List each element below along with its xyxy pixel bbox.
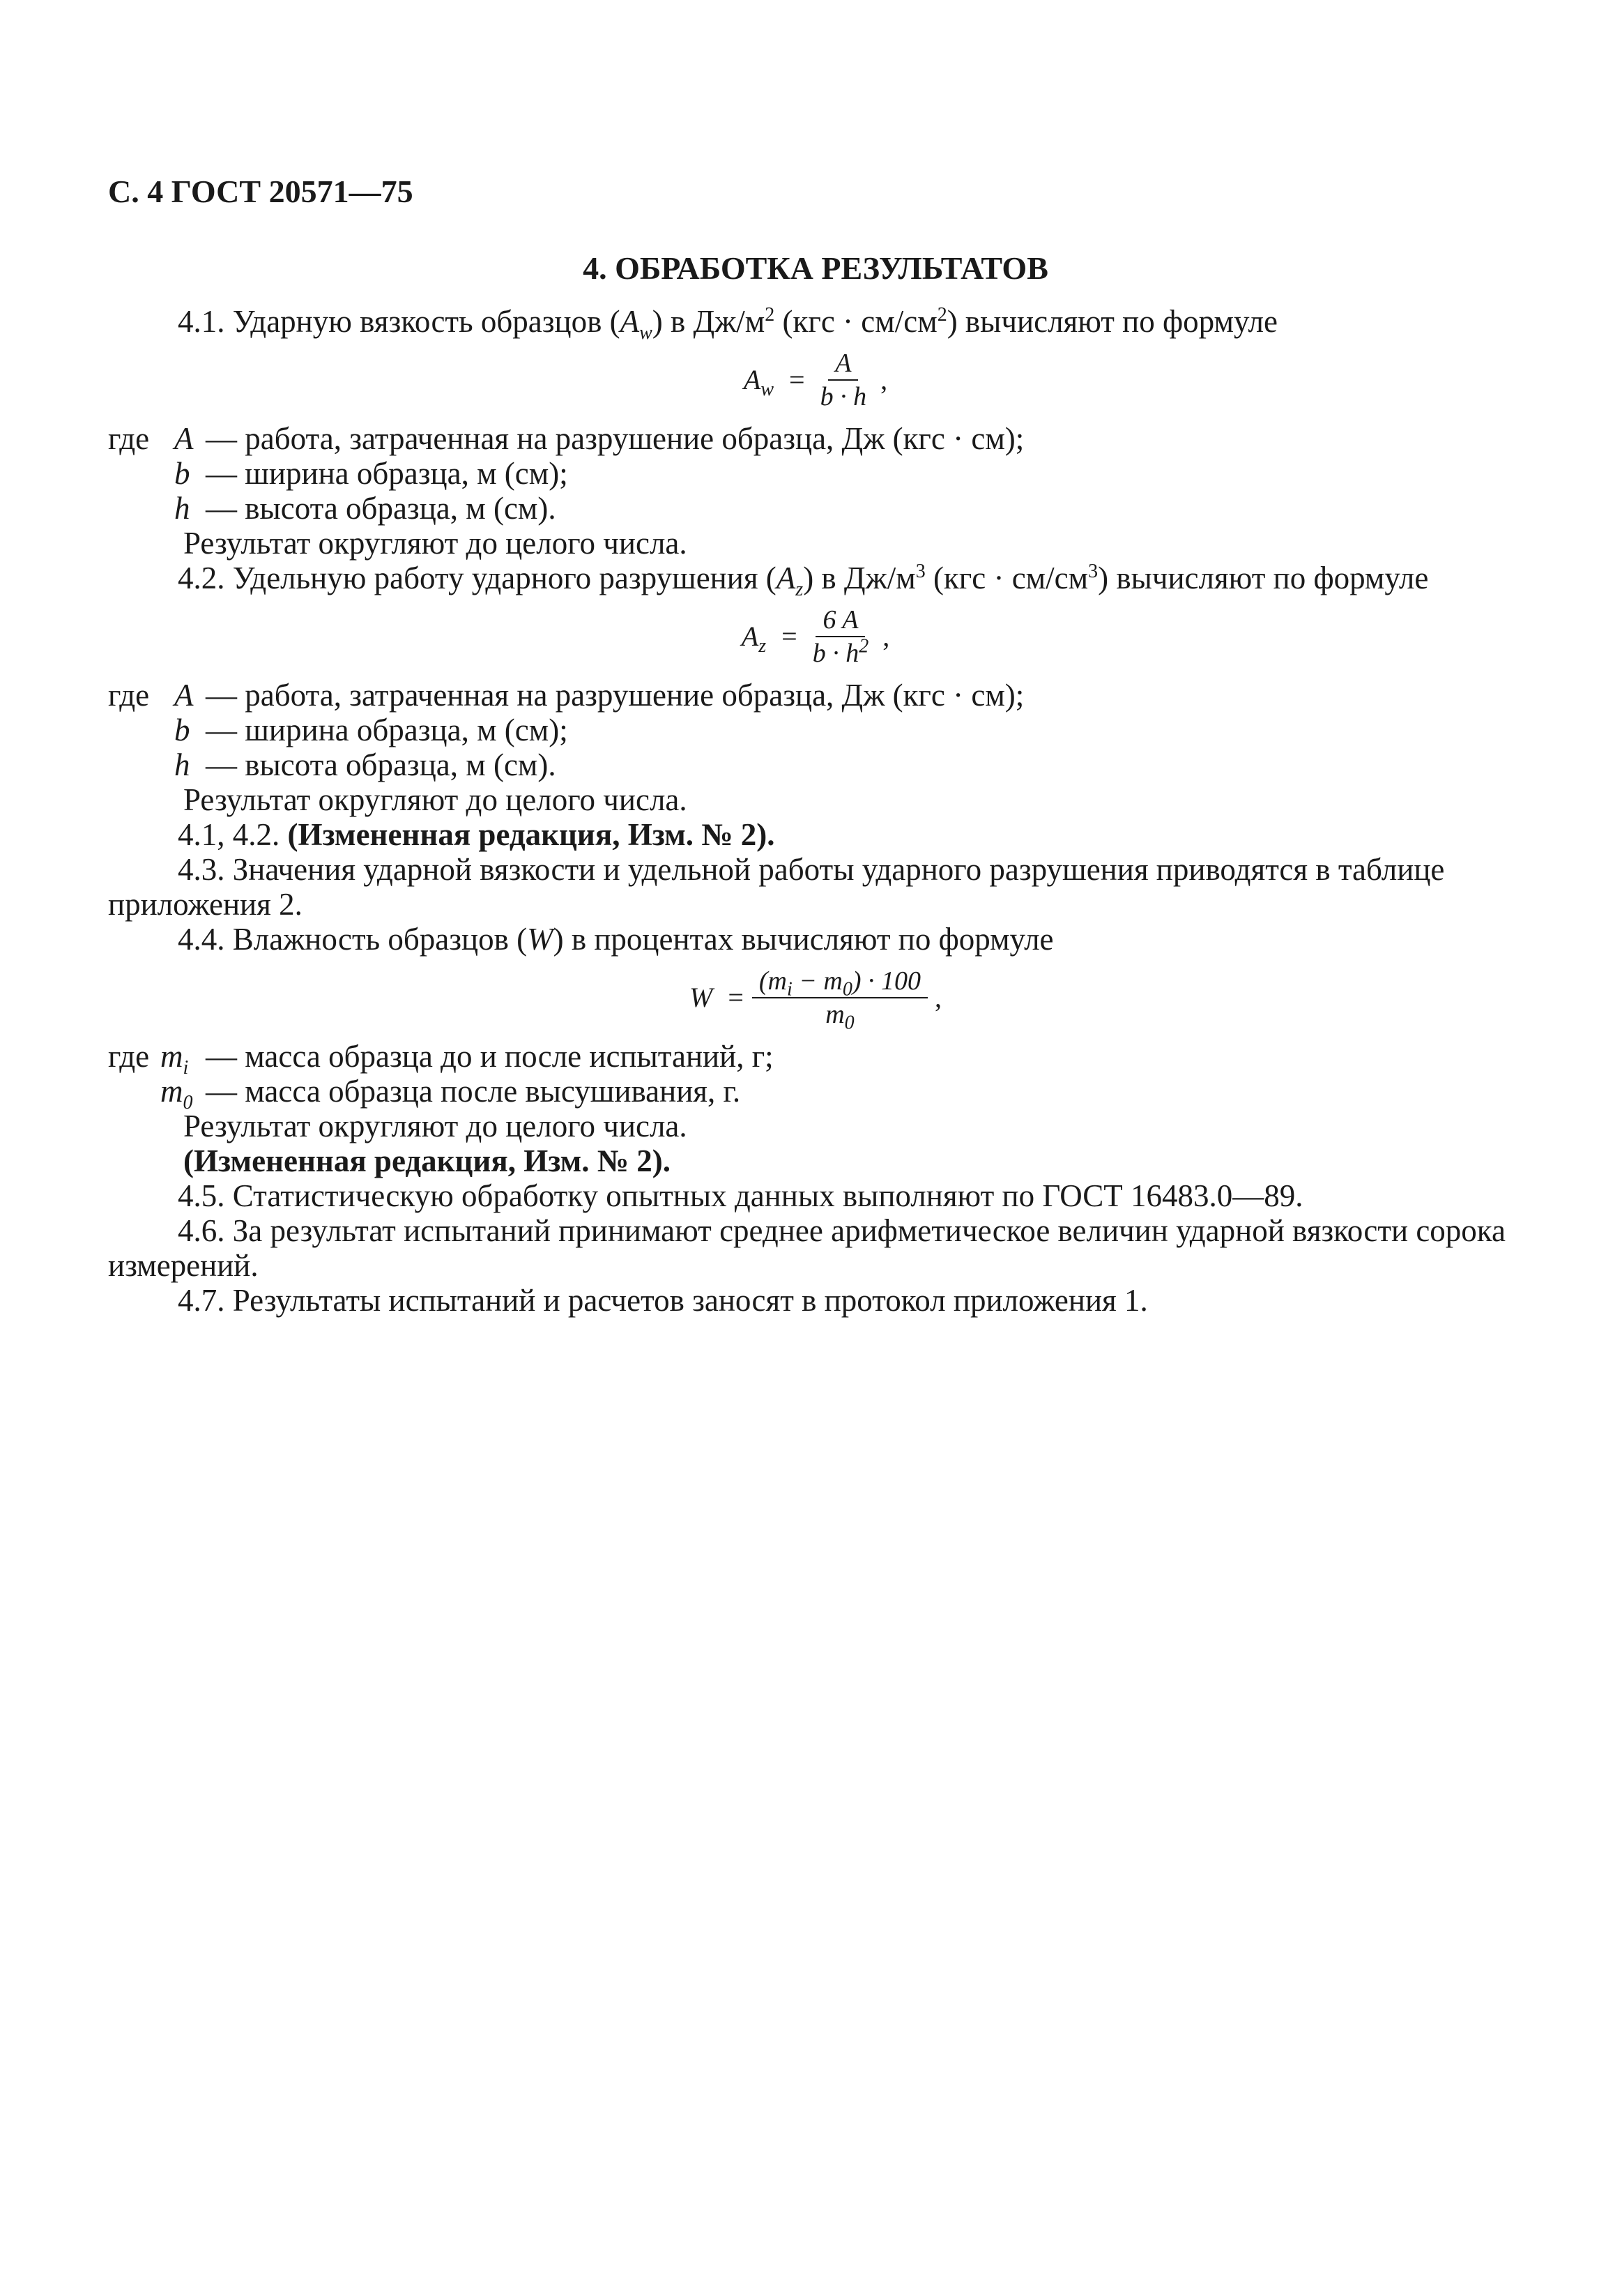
formula-moisture: W = $\frac{(m_i - m_0) \cdot 100}{m_0}$ , (689, 966, 942, 1034)
fraction: $\frac{A}{b \cdot h}$ (820, 349, 867, 411)
amendment-note: 4.1, 4.2. (Измененная редакция, Изм. № 2). (178, 817, 775, 852)
fraction: $\frac{6 A}{b \cdot h^2}$ (812, 605, 869, 668)
definition-row: где A — работа, затраченная на разрушение образца, Дж (кгс · см); (108, 678, 1025, 713)
document-page (108, 174, 1523, 1318)
definition-row: где $m_i$ — масса образца до и после испытаний, г; (108, 1039, 774, 1079)
paragraph-4-4: 4.4. Влажность образцов (W) в процентах вычисляют по формуле (178, 922, 1054, 957)
paragraph-4-3: 4.3. Значения ударной вязкости и удельной работы ударного разрушения приводятся в таблице приложения 2. (108, 852, 1445, 922)
definition-row: b — ширина образца, м (см); (174, 456, 568, 491)
rounding-note: Результат округляют до целого числа. (183, 526, 687, 561)
definition-row: где A — работа, затраченная на разрушение образца, Дж (кгс · см); (108, 421, 1025, 456)
paragraph-4-6: 4.6. За результат испытаний принимают среднее арифметическое величин ударной вязкости сорока измерений. (108, 1213, 1506, 1283)
formula-specific-work: $A_z$ = $\frac{6 A}{b \cdot h^2}$ , (741, 605, 890, 668)
rounding-note: Результат округляют до целого числа. (183, 782, 687, 817)
rounding-note: Результат округляют до целого числа. (183, 1109, 687, 1143)
formula-impact-strength: $A_w$ = $\frac{A}{b \cdot h}$ , (743, 349, 888, 411)
definition-row: $m_0$ — масса образца после высушивания, г. (160, 1074, 741, 1113)
paragraph-4-1: 4.1. Ударную вязкость образцов $(A_w)$ в $Дж/м^2$ $(кгс \cdot см/см^2)$ вычисляют по формуле (178, 304, 1278, 344)
definitions-1 (108, 421, 1523, 526)
section-title: 4. ОБРАБОТКА РЕЗУЛЬТАТОВ (583, 250, 1048, 286)
definition-row: h — высота образца, м (см). (174, 747, 556, 782)
definition-row: b — ширина образца, м (см); (174, 713, 568, 747)
paragraph-4-2: 4.2. Удельную работу ударного разрушения $(A_z)$ в $Дж/м^3$ $(кгс \cdot см/см^3)$ вычисляют по формуле (178, 561, 1429, 600)
page-header: С. 4 ГОСТ 20571—75 (108, 174, 413, 209)
amendment-note: (Измененная редакция, Изм. № 2). (183, 1143, 671, 1178)
definition-row: h — высота образца, м (см). (174, 491, 556, 526)
paragraph-4-7: 4.7. Результаты испытаний и расчетов заносят в протокол приложения 1. (178, 1283, 1148, 1318)
definitions-2 (108, 678, 1523, 782)
paragraph-4-5: 4.5. Статистическую обработку опытных данных выполняют по ГОСТ 16483.0—89. (178, 1178, 1303, 1213)
fraction: $\frac{(m_i - m_0) \cdot 100}{m_0}$ (752, 965, 928, 1031)
definitions-3 (108, 1039, 1523, 1113)
